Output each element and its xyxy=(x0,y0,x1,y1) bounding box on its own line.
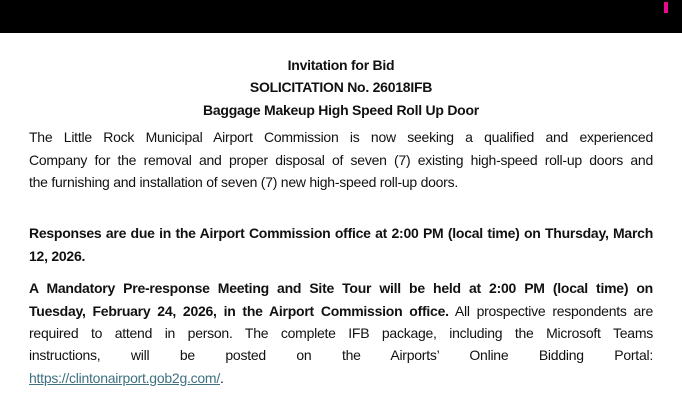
meeting-line-1: A Mandatory Pre-response Meeting and Site Tour will be held at 2:00 PM (local time) on xyxy=(29,280,653,297)
document-page xyxy=(0,33,682,414)
pink-marker xyxy=(664,2,668,13)
title-line-project: Baggage Makeup High Speed Roll Up Door xyxy=(203,101,479,118)
responses-due-paragraph xyxy=(29,222,653,267)
meeting-line-2-bold: Tuesday, February 24, 2026, in the Airport Commission office. xyxy=(29,302,449,319)
meeting-line-3: required to attend in person. The complete IFB package, including the Microsoft Teams xyxy=(29,325,653,342)
title-line-invitation: Invitation for Bid xyxy=(287,57,395,73)
bidding-portal-link[interactable]: https://clintonairport.gob2g.com/ xyxy=(29,369,220,386)
meeting-line-2 xyxy=(29,300,653,322)
meeting-line-5 xyxy=(29,367,653,389)
intro-line-2: Company for the removal and proper disposal of seven (7) existing high-speed roll-up doors and xyxy=(29,151,653,168)
due-line-2: 12, 2026. xyxy=(29,247,86,264)
meeting-line-4: instructions, will be posted on the Airports’ Online Bidding Portal: xyxy=(29,347,653,364)
top-bar xyxy=(0,0,682,33)
due-line-1: Responses are due in the Airport Commission office at 2:00 PM (local time) on Thursday, March xyxy=(29,225,653,242)
meeting-line-2-regular: All prospective respondents are xyxy=(454,302,653,319)
document-title-block xyxy=(29,54,653,121)
link-period: . xyxy=(219,369,224,386)
intro-line-3: the furnishing and installation of seven (7) new high-speed roll-up doors. xyxy=(29,174,458,191)
intro-line-1: The Little Rock Municipal Airport Commission is now seeking a qualified and experienced xyxy=(29,129,653,146)
intro-paragraph xyxy=(29,126,653,193)
pre-response-meeting-paragraph xyxy=(29,277,653,389)
title-line-solicitation: SOLICITATION No. 26018IFB xyxy=(249,79,433,96)
